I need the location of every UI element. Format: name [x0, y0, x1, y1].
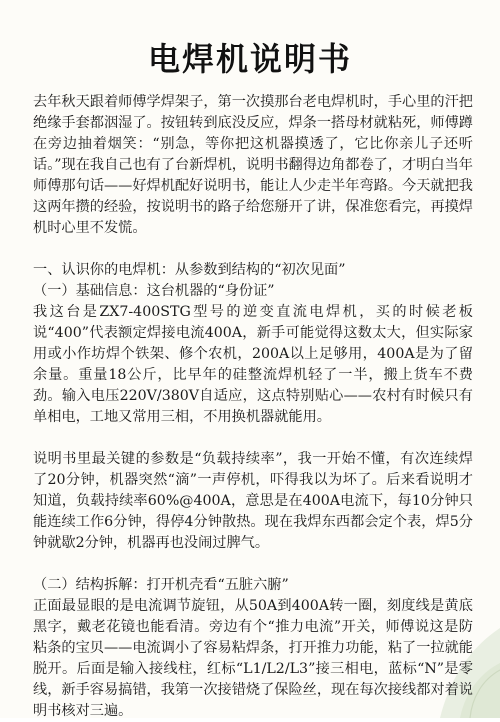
duty-cycle-paragraph: 说明书里最关键的参数是“负载持续率”，我一开始不懂，有次连续焊了20分钟，机器突然“滴”一声停机，吓得我以为坏了。后来看说明才知道，负载持续率60%@400A，意思是在400A电流下，每10分钟只能连续工作6分钟，得停4分钟散热。现在我焊东西都会定个表，焊5分钟就歇2分钟，机器再也没闹过脾气。 [33, 451, 473, 551]
intro-paragraph: 去年秋天跟着师傅学焊架子，第一次摸那台老电焊机时，手心里的汗把绝缘手套都洇湿了。按钮转到底没反应，焊条一搭母材就粘死，师傅蹲在旁边抽着烟笑：“别急，等你把这机器摸透了，它比你亲儿子还听话。”现在我自己也有了台新焊机，说明书翻得边角都卷了，才明白当年师傅那句话——好焊机配好说明书，能让人少走半年弯路。今天就把我这两年攒的经验，按说明书的路子给您掰开了讲，保准您看完，再摸焊机时心里不发慌。 [33, 94, 473, 236]
subsection-heading-2: （二）结构拆解：打开机壳看“五脏六腑” [33, 577, 289, 593]
document-body [33, 92, 473, 722]
subsection-heading-1: （一）基础信息：这台机器的“身份证” [33, 283, 275, 299]
basic-info-paragraph: 我这台是ZX7-400STG型号的逆变直流电焊机，买的时候老板说“400”代表额定焊接电流400A，新手可能觉得这数太大，但实际家用或小作坊焊个铁架、修个农机，200A以上足够用，400A是为了留余量。重量18公斤，比早年的硅整流焊机轻了一半，搬上货车不费劲。输入电压220V/380V自适应，这点特别贴心——农村有时候只有单相电，工地又常用三相，不用换机器就能用。 [33, 304, 473, 425]
section-heading-1: 一、认识你的电焊机：从参数到结构的“初次见面” [33, 262, 346, 278]
structure-paragraph: 正面最显眼的是电流调节旋钮，从50A到400A转一圈，刻度线是黄底黑字，戴老花镜也能看清。旁边有个“推力电流”开关，师傅说这是防粘条的宝贝——电流调小了容易粘焊条，打开推力功能，粘了一拉就能脱开。后面是输入接线柱，红标“L1/L2/L3”接三相电，蓝标“N”是零线，新手容易搞错，我第一次接错烧了保险丝，现在每次接线都对着说明书核对三遍。 [33, 598, 473, 719]
document-title: 电焊机说明书 [147, 40, 352, 78]
